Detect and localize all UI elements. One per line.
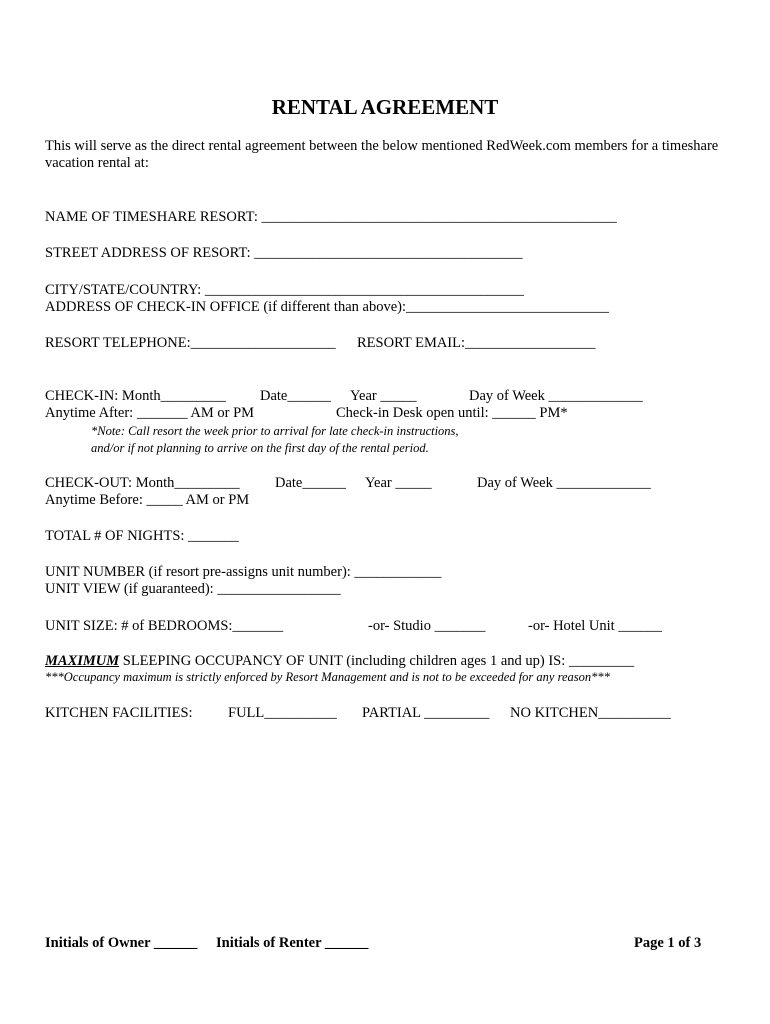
- document-title: RENTAL AGREEMENT: [271, 95, 499, 119]
- resort-street-field[interactable]: STREET ADDRESS OF RESORT: _____________________________________: [45, 245, 523, 261]
- occupancy-field[interactable]: [45, 653, 634, 670]
- checkin-office-field[interactable]: ADDRESS OF CHECK-IN OFFICE (if different than above):____________________________: [45, 299, 609, 315]
- checkin-dow-field[interactable]: Day of Week _____________: [469, 388, 643, 404]
- owner-initials-field[interactable]: Initials of Owner ______: [45, 935, 198, 951]
- kitchen-label: KITCHEN FACILITIES:: [45, 705, 193, 721]
- resort-email-field[interactable]: RESORT EMAIL:__________________: [357, 335, 596, 351]
- checkin-desk-field[interactable]: Check-in Desk open until: ______ PM*: [336, 405, 568, 421]
- checkin-month-field[interactable]: CHECK-IN: Month_________: [45, 388, 226, 404]
- checkout-date-field[interactable]: Date______: [275, 475, 346, 491]
- unit-hotel-field[interactable]: -or- Hotel Unit ______: [528, 618, 662, 634]
- checkin-anytime-field[interactable]: Anytime After: _______ AM or PM: [45, 405, 255, 421]
- page-number: Page 1 of 3: [634, 935, 702, 951]
- checkout-month-field[interactable]: CHECK-OUT: Month_________: [45, 475, 240, 491]
- unit-view-field[interactable]: UNIT VIEW (if guaranteed): _________________: [45, 581, 341, 597]
- resort-city-field[interactable]: CITY/STATE/COUNTRY: ____________________________________________: [45, 282, 524, 298]
- kitchen-none-field[interactable]: NO KITCHEN__________: [510, 705, 671, 721]
- checkout-anytime-field[interactable]: Anytime Before: _____ AM or PM: [45, 492, 250, 508]
- checkout-dow-field[interactable]: Day of Week _____________: [477, 475, 651, 491]
- kitchen-full-field[interactable]: FULL__________: [228, 705, 337, 721]
- resort-telephone-field[interactable]: RESORT TELEPHONE:____________________: [45, 335, 336, 351]
- occupancy-label: SLEEPING OCCUPANCY OF UNIT (including children ages 1 and up) IS: _________: [119, 653, 635, 669]
- resort-name-field[interactable]: NAME OF TIMESHARE RESORT: _________________________________________________: [45, 209, 617, 225]
- renter-initials-field[interactable]: Initials of Renter ______: [216, 935, 369, 951]
- unit-bedrooms-field[interactable]: UNIT SIZE: # of BEDROOMS:_______: [45, 618, 284, 634]
- checkin-note-line2: and/or if not planning to arrive on the first day of the rental period.: [91, 441, 429, 455]
- unit-studio-field[interactable]: -or- Studio _______: [368, 618, 486, 634]
- checkin-date-field[interactable]: Date______: [260, 388, 331, 404]
- occupancy-note: ***Occupancy maximum is strictly enforced by Resort Management and is not to be exceeded for any reason***: [45, 670, 610, 684]
- unit-number-field[interactable]: UNIT NUMBER (if resort pre-assigns unit number): ____________: [45, 564, 442, 580]
- checkout-year-field[interactable]: Year _____: [365, 475, 432, 491]
- total-nights-field[interactable]: TOTAL # OF NIGHTS: _______: [45, 528, 239, 544]
- occupancy-keyword: MAXIMUM: [45, 653, 120, 669]
- checkin-note-line1: *Note: Call resort the week prior to arrival for late check-in instructions,: [91, 424, 459, 438]
- kitchen-partial-field[interactable]: PARTIAL _________: [362, 705, 490, 721]
- checkin-year-field[interactable]: Year _____: [350, 388, 417, 404]
- intro-paragraph: This will serve as the direct rental agreement between the below mentioned RedWeek.com members for a timeshare vacation rental at:: [45, 138, 719, 171]
